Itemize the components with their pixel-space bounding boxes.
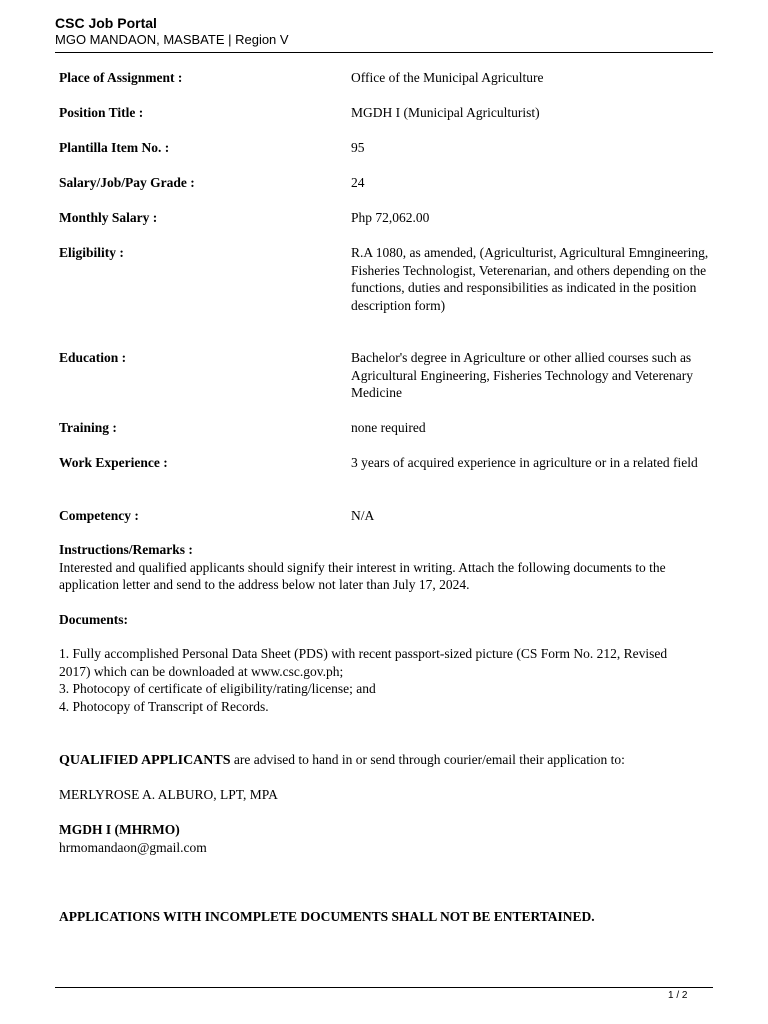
page-number: 1 / 2 [668,990,688,1001]
qualified-applicants-label: QUALIFIED APPLICANTS [59,753,231,768]
field-value: 3 years of acquired experience in agriculture or in a related field [351,455,698,470]
field-label: Place of Assignment : [59,70,183,85]
field-value: N/A [351,508,375,523]
field-label: Salary/Job/Pay Grade : [59,175,195,190]
field-value: 95 [351,140,365,155]
field-label: Eligibility : [59,245,124,260]
field-label: Education : [59,350,127,365]
incomplete-notice-text: APPLICATIONS WITH INCOMPLETE DOCUMENTS SHALL NOT BE ENTERTAINED. [59,909,595,924]
field-value: 24 [351,175,365,190]
field-label: Training : [59,420,117,435]
field-label: Monthly Salary : [59,210,158,225]
contact-position: MGDH I (MHRMO) [59,822,180,837]
field-value: R.A 1080, as amended, (Agriculturist, Agricultural Emngineering, Fisheries Technologist, Veterenarian, and others depending on the functions, duties and responsibilities as indicated in the position description form) [351,245,709,313]
list-item: 4. Photocopy of Transcript of Records. [59,698,269,714]
list-item: 3. Photocopy of certificate of eligibility/rating/license; and [59,681,376,696]
field-value: Bachelor's degree in Agriculture or other allied courses such as Agricultural Engineering, Fisheries Technology and Veterenary Medicine [351,350,693,400]
contact-name [59,786,699,804]
qualified-applicants-text: are advised to hand in or send through courier/email their application to: [230,752,625,767]
field-label: Plantilla Item No. : [59,140,170,155]
portal-title: CSC Job Portal [55,15,157,31]
field-label: Position Title : [59,105,144,120]
instructions-text: Interested and qualified applicants should signify their interest in writing. Attach the following documents to the application letter and send to the address below not later than July 17, 2024. [59,559,666,592]
contact-email: hrmomandaon@gmail.com [59,839,207,855]
field-value: MGDH I (Municipal Agriculturist) [351,105,540,120]
documents-heading [59,611,699,629]
incomplete-notice [59,908,699,926]
field-value: Php 72,062.00 [351,210,430,225]
list-item: 1. Fully accomplished Personal Data Sheet (PDS) with recent passport-sized picture (CS Form No. 212, Revised 2017) which can be downloaded at www.csc.gov.ph; [59,646,668,679]
contact-details [59,821,699,856]
field-label: Work Experience : [59,455,168,470]
page-header [55,15,715,48]
qualified-applicants-note [59,751,699,770]
footer-divider [55,987,713,988]
field-value: none required [351,420,426,435]
instructions-heading: Instructions/Remarks : [59,542,193,557]
header-divider [55,52,713,53]
documents-heading-text: Documents: [59,612,128,627]
documents-list [59,645,699,715]
field-label: Competency : [59,508,139,523]
field-value: Office of the Municipal Agriculture [351,70,544,85]
contact-name-text: MERLYROSE A. ALBURO, LPT, MPA [59,787,278,802]
instructions-section [59,541,699,594]
portal-subtitle: MGO MANDAON, MASBATE | Region V [55,32,289,47]
